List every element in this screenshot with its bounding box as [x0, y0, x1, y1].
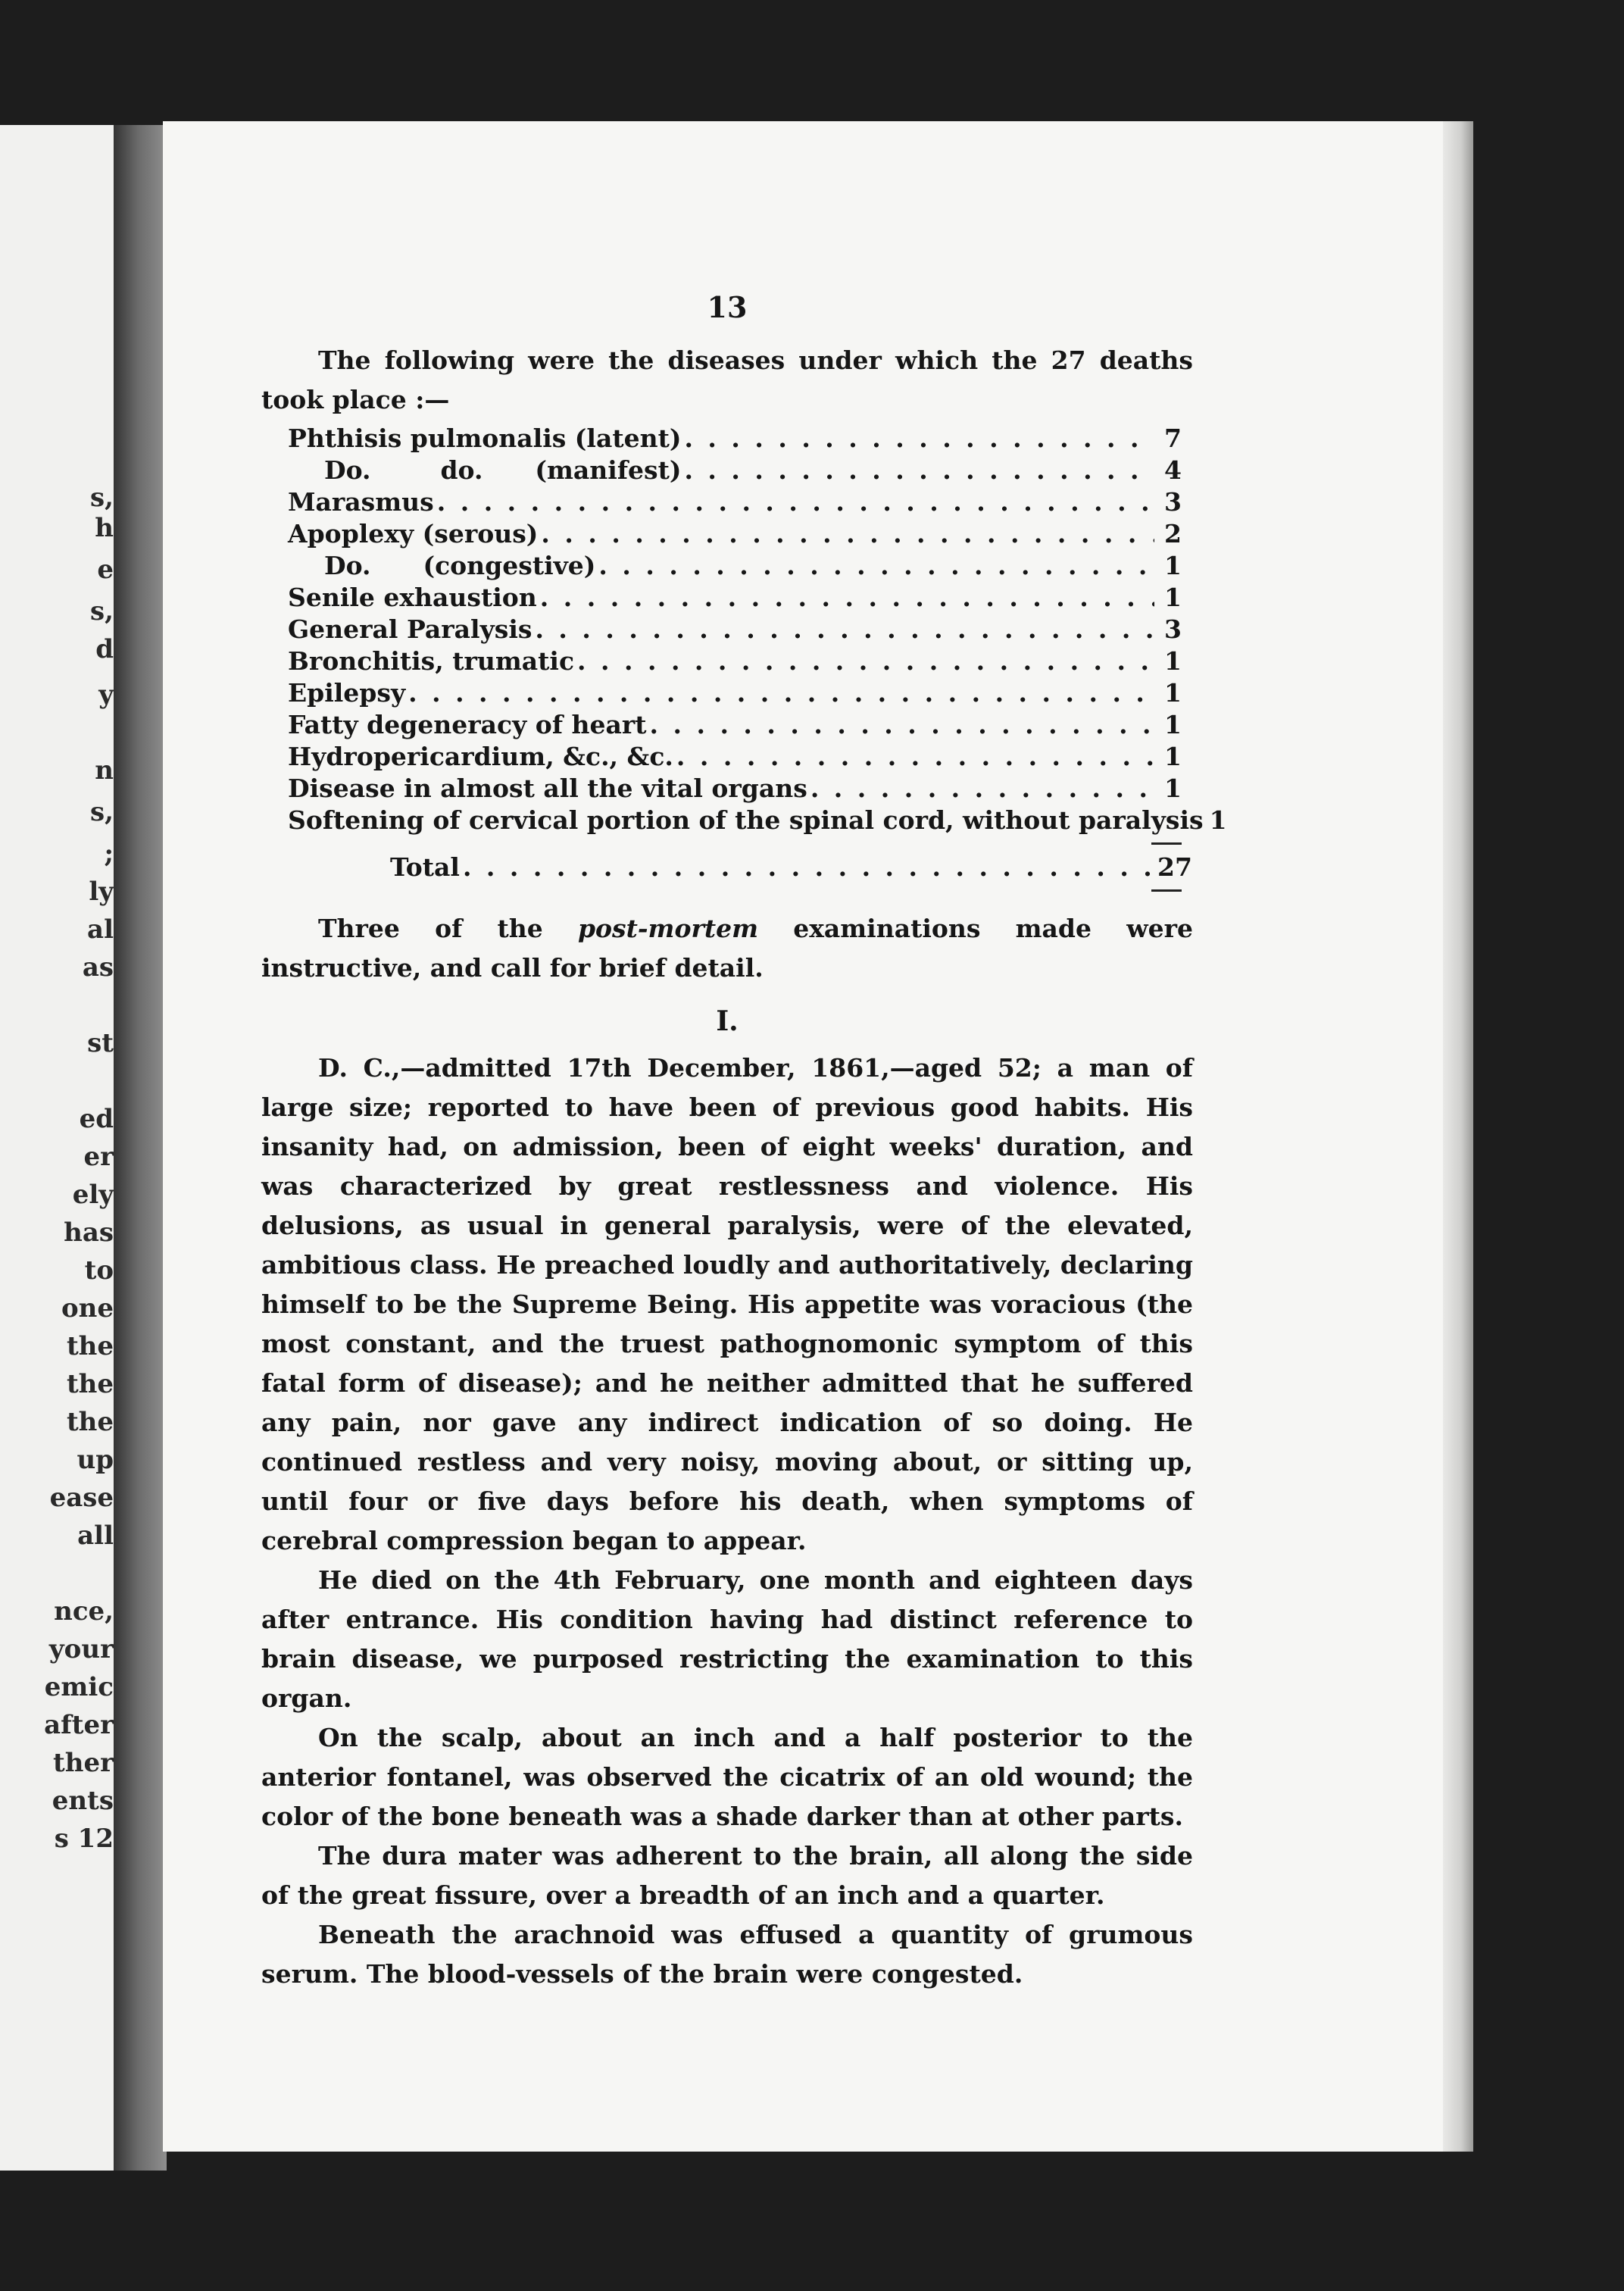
death-count: 4 — [1164, 455, 1182, 485]
table-row — [288, 741, 1182, 773]
left-page-fragment: s, — [90, 483, 114, 513]
death-count: 1 — [1164, 710, 1182, 739]
left-page-fragment: the — [66, 1407, 114, 1437]
disease-table — [288, 423, 1227, 899]
left-page-fragment: has — [64, 1217, 114, 1248]
death-count: 1 — [1164, 742, 1182, 771]
table-row — [288, 645, 1182, 677]
death-count: 1 — [1164, 774, 1182, 803]
disease-label: Senile exhaustion — [288, 583, 537, 612]
left-page-fragment: al — [87, 914, 114, 945]
left-page-fragment: h — [95, 513, 114, 543]
disease-label: Disease in almost all the vital organs — [288, 774, 807, 803]
case-paragraph: D. C.,—admitted 17th December, 1861,—aged 52; a man of large size; reported to have been of previous good habits. His insanity had, on admission, been of eight weeks' duration, and was characterized by great restlessness and violence. His delusions, as usual in general paralysis, were of the elevated, ambitious class. He preached loudly and authoritatively, declaring himself to be the Supreme Being. His appetite was voracious (the most constant, and the truest pathognomonic symptom of this fatal form of disease); and he neither admitted that he suffered any pain, nor gave any indirect indication of so doing. He continued restless and very noisy, moving about, or sitting up, until four or five days before his death, when symptoms of cerebral compression began to appear. — [261, 1053, 1193, 1555]
disease-label: Epilepsy — [288, 678, 406, 708]
left-page-fragment: st — [87, 1028, 114, 1058]
left-page-fragment: n — [95, 755, 114, 786]
left-page-fragment: ed — [79, 1104, 114, 1134]
page-text — [261, 288, 1227, 1994]
left-page-fragment: the — [66, 1331, 114, 1361]
intro-paragraph: The following were the diseases under which the 27 deaths took place :— — [261, 345, 1193, 414]
total-label: Total — [390, 852, 460, 882]
left-page-fragment: er — [83, 1142, 114, 1172]
left-page-fragment: ease — [49, 1483, 114, 1513]
left-page-fragment: all — [77, 1521, 114, 1551]
left-page-fragment: s 12 — [54, 1824, 114, 1854]
left-page-fragment: ther — [53, 1748, 114, 1778]
death-count: 1 — [1164, 678, 1182, 708]
death-count: 1 — [1164, 551, 1182, 580]
table-row — [288, 614, 1182, 645]
death-count: 2 — [1164, 519, 1182, 549]
total-rule — [288, 836, 1182, 852]
left-page-fragment: one — [61, 1293, 114, 1324]
disease-label: Do. (congestive) — [324, 551, 596, 580]
table-row — [288, 550, 1182, 582]
table-row — [288, 518, 1182, 550]
left-page-fragment: ; — [104, 839, 114, 869]
page-number: 13 — [707, 290, 748, 324]
table-row — [288, 423, 1182, 455]
left-page-fragment: up — [77, 1445, 114, 1475]
table-row — [288, 677, 1182, 709]
left-page-fragment: ely — [72, 1180, 114, 1210]
table-row — [288, 455, 1182, 486]
left-page-fragment: d — [95, 634, 114, 664]
section-heading: I. — [716, 1005, 739, 1037]
left-page-fragment: as — [82, 952, 114, 983]
left-page-fragment: s, — [90, 797, 114, 827]
death-count: 3 — [1164, 614, 1182, 644]
left-page-fragment: to — [84, 1255, 114, 1286]
post-mortem-italic: post-mortem — [577, 914, 759, 943]
left-page-fragment: nce, — [54, 1596, 114, 1627]
left-page-fragment: the — [66, 1369, 114, 1399]
disease-label: Softening of cervical portion of the spinal cord, without paralysis — [288, 805, 1204, 835]
left-page-fragment: y — [98, 680, 114, 710]
left-page-fragment: emic — [44, 1672, 114, 1702]
table-row — [288, 582, 1182, 614]
total-count: 27 — [1157, 852, 1192, 882]
disease-label: General Paralysis — [288, 614, 532, 644]
death-count: 3 — [1164, 487, 1182, 517]
total-row — [390, 852, 1192, 883]
left-page-fragment: ents — [52, 1786, 114, 1816]
table-row — [288, 486, 1182, 518]
left-page-fragment: after — [44, 1710, 114, 1740]
table-row — [288, 709, 1182, 741]
table-row — [288, 805, 1227, 836]
left-page-fragment: e — [97, 555, 114, 585]
disease-label: Do. do. (manifest) — [324, 455, 682, 485]
death-count: 7 — [1164, 424, 1182, 453]
case-paragraph: He died on the 4th February, one month and eighteen days after entrance. His condition having had distinct reference to brain disease, we purposed restricting the examination to this organ. — [261, 1565, 1193, 1713]
death-count: 1 — [1209, 805, 1227, 835]
left-page-fragment: ly — [89, 877, 114, 907]
book-gutter — [114, 125, 167, 2171]
left-page-fragment: your — [48, 1634, 114, 1664]
disease-label: Hydropericardium, &c., &c. — [288, 742, 673, 771]
death-count: 1 — [1164, 583, 1182, 612]
page-edge — [1443, 121, 1473, 2152]
total-rule — [288, 883, 1182, 899]
disease-label: Phthisis pulmonalis (latent) — [288, 424, 682, 453]
disease-label: Bronchitis, trumatic — [288, 646, 575, 676]
case-paragraph: The dura mater was adherent to the brain, all along the side of the great fissure, over a breadth of an inch and a quarter. — [261, 1841, 1193, 1910]
left-facing-page — [0, 125, 114, 2171]
left-page-fragment: s, — [90, 596, 114, 627]
disease-label: Marasmus — [288, 487, 434, 517]
case-paragraph: Beneath the arachnoid was effused a quantity of grumous serum. The blood-vessels of the brain were congested. — [261, 1920, 1193, 1989]
disease-label: Fatty degeneracy of heart — [288, 710, 647, 739]
death-count: 1 — [1164, 646, 1182, 676]
disease-label: Apoplexy (serous) — [288, 519, 539, 549]
post-mortem-paragraph: Three of the post-mortem examinations made were instructive, and call for brief detail. — [261, 914, 1193, 983]
case-paragraph: On the scalp, about an inch and a half posterior to the anterior fontanel, was observed the cicatrix of an old wound; the color of the bone beneath was a shade darker than at other parts. — [261, 1723, 1193, 1831]
table-row — [288, 773, 1182, 805]
